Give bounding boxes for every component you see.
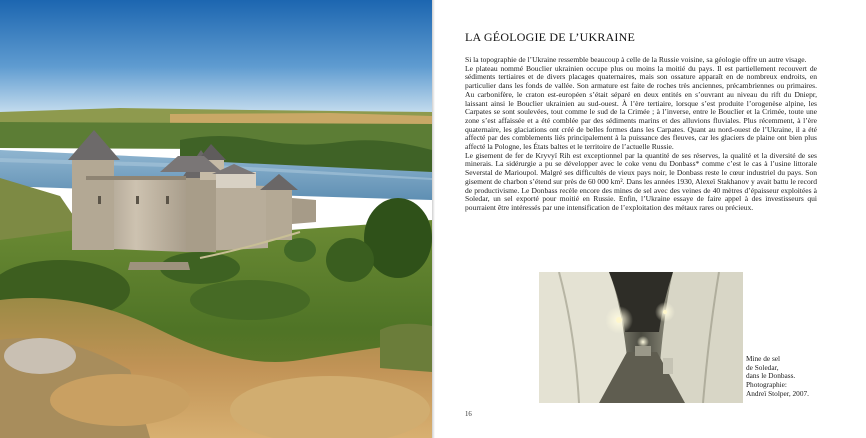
paragraph-intro: Si la topographie de l’Ukraine ressemble beaucoup à celle de la Russie voisine, sa géologie offre un autre visage. — [465, 55, 807, 64]
article-body — [465, 56, 817, 213]
caption-line: Andreï Stolper, 2007. — [746, 388, 809, 398]
text-page — [435, 0, 866, 438]
page-title: LA GÉOLOGIE DE L’UKRAINE — [465, 30, 635, 44]
page-number: 16 — [465, 411, 472, 418]
caption-line: de Soledar, — [746, 362, 779, 372]
caption-line: Photographie: — [746, 380, 787, 390]
caption-line: dans le Donbass. — [746, 371, 796, 381]
salt-mine-photo — [539, 272, 743, 403]
caption-line: Mine de sel — [746, 354, 781, 363]
photo-caption — [746, 355, 856, 399]
fortress-landscape-photo — [0, 0, 432, 438]
paragraph-geology: Le plateau nommé Bouclier ukrainien occupe plus ou moins la moitié du pays. Il est partiellement recouvert de sédiments tertiaires et de divers placages quaternaires, mais son ossature apparaît en de nombreux endroits, en particulier dans les fonds de vallée. Son armature est faite de roches très anciennes, précambriennes ou primaires. Au carbonifère, le craton est-européen s’était séparé en deux entités en s’ouvrant au niveau du rift du Dniepr, laissant ainsi le Bouclier ukrainien au sud-ouest. À l’ère tertiaire, lorsque s’est produite l’orogenèse alpine, les Carpates se sont soulevées, tout comme le sud de la Crimée ; à l’inverse, entre le Bouclier et la Crimée, toute une zone s’est affaissée et a été comblée par des sédiments marins et des alluvions fluviales. Plus récemment, à l’ère quaternaire, les glaciations ont créé de belles formes dans les Carpates. Quant au nord-ouest de l’Ukraine, il a été affecté par des comblements liés principalement à la puissance des fleuves, car les glaciers de plaine ont bien plus affecté la Pologne, les États baltes et le territoire de l’actuelle Russie. — [465, 63, 817, 152]
paragraph-resources: Le gisement de fer de Kryvyï Rih est exceptionnel par la quantité de ses réserves, la qualité et la diversité de ses minerais. La sidérurgie a pu se développer avec le coke venu du Donbass* comme c’est le cas à l’usine littorale Severstal de Marioupol. Malgré ses difficultés de vieux pays noir, le Donbass reste le cœur industriel du pays. Son gisement de charbon s’étend sur près de 60 000 km². Dans les années 1930, Alexeï Stakhanov y avait battu le record de productivisme. Le Donbass recèle encore des mines de sel avec des veines de 40 mètres d’épaisseur exploitées à Soledar, un sel exporté pour moitié en Russie. Enfin, l’Ukraine essaye de faire appel à des investisseurs qui pourraient être intéressés par une intensification de l’exploitation des métaux rares ou précieux. — [465, 150, 817, 212]
